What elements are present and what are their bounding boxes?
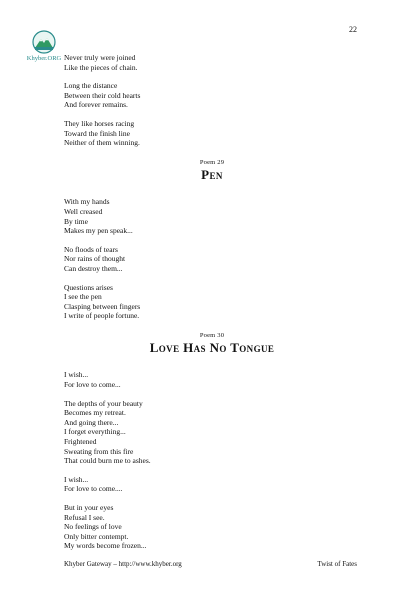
verse-line: Never truly were joined [64, 53, 136, 62]
stanza [64, 399, 360, 466]
stanza [64, 283, 360, 321]
verse-line: I forget everything... [64, 427, 126, 437]
verse-line: With my hands [64, 197, 110, 207]
verse-line: Frightened [64, 437, 97, 447]
verse-line: No floods of tears [64, 244, 118, 254]
verse-line: Well creased [64, 206, 103, 216]
verse-line: I see the pen [64, 292, 102, 302]
verse-line: That could burn me to ashes. [64, 456, 151, 466]
page-number: 22 [349, 25, 357, 34]
verse-line: By time [64, 216, 88, 226]
verse-line: For love to come.... [64, 484, 123, 494]
poem-title: Pen [201, 167, 223, 183]
verse-line: No feelings of love [64, 522, 122, 532]
verse-line: I wish... [64, 370, 89, 380]
verse-line: And going there... [64, 417, 119, 427]
verse-line: Questions arises [64, 282, 113, 292]
poem-29 [64, 158, 360, 321]
verse-line: But in your eyes [64, 503, 114, 512]
mountain-logo-icon [32, 30, 56, 54]
stanza [64, 370, 360, 389]
poem-28-continuation [64, 53, 360, 148]
verse-line: Between their cold hearts [64, 90, 141, 100]
stanza [64, 53, 360, 72]
verse-line: My words become frozen... [64, 541, 147, 551]
verse-line: Like the pieces of chain. [64, 62, 138, 72]
verse-line: For love to come... [64, 380, 121, 390]
verse-line: Long the distance [64, 81, 118, 91]
poem-label: Poem 29 [199, 158, 225, 166]
verse-line: I wish... [64, 474, 89, 484]
verse-line: Only bitter contempt. [64, 531, 129, 541]
stanza [64, 475, 360, 494]
poem-30 [64, 331, 360, 551]
verse-line: Makes my pen speak... [64, 226, 133, 236]
page-footer [64, 560, 357, 568]
page-content [64, 53, 360, 560]
stanza [64, 503, 360, 551]
stanza [64, 197, 360, 235]
verse-line: Nor rains of thought [64, 254, 126, 264]
poem-label: Poem 30 [199, 331, 225, 339]
verse-line: And forever remains. [64, 100, 128, 110]
verse-line: Sweating from this fire [64, 446, 134, 456]
footer-book-title: Twist of Fates [317, 560, 357, 568]
footer-site-link[interactable]: Khyber Gateway – http://www.khyber.org [64, 560, 182, 568]
stanza [64, 119, 360, 148]
verse-line: They like horses racing [64, 118, 135, 128]
verse-line: Refusal I see. [64, 512, 105, 522]
verse-line: Toward the finish line [64, 128, 130, 138]
logo-text: Khyber.ORG [26, 55, 62, 62]
poem-title: Love Has No Tongue [149, 340, 275, 356]
verse-line: The depths of your beauty [64, 398, 143, 408]
verse-line: Becomes my retreat. [64, 408, 126, 418]
stanza [64, 245, 360, 274]
verse-line: Can destroy them... [64, 263, 123, 273]
verse-line: Clasping between fingers [64, 301, 141, 311]
verse-line: Neither of them winning. [64, 138, 140, 148]
verse-line: I write of people fortune. [64, 311, 140, 321]
stanza [64, 81, 360, 110]
site-logo [22, 30, 66, 62]
